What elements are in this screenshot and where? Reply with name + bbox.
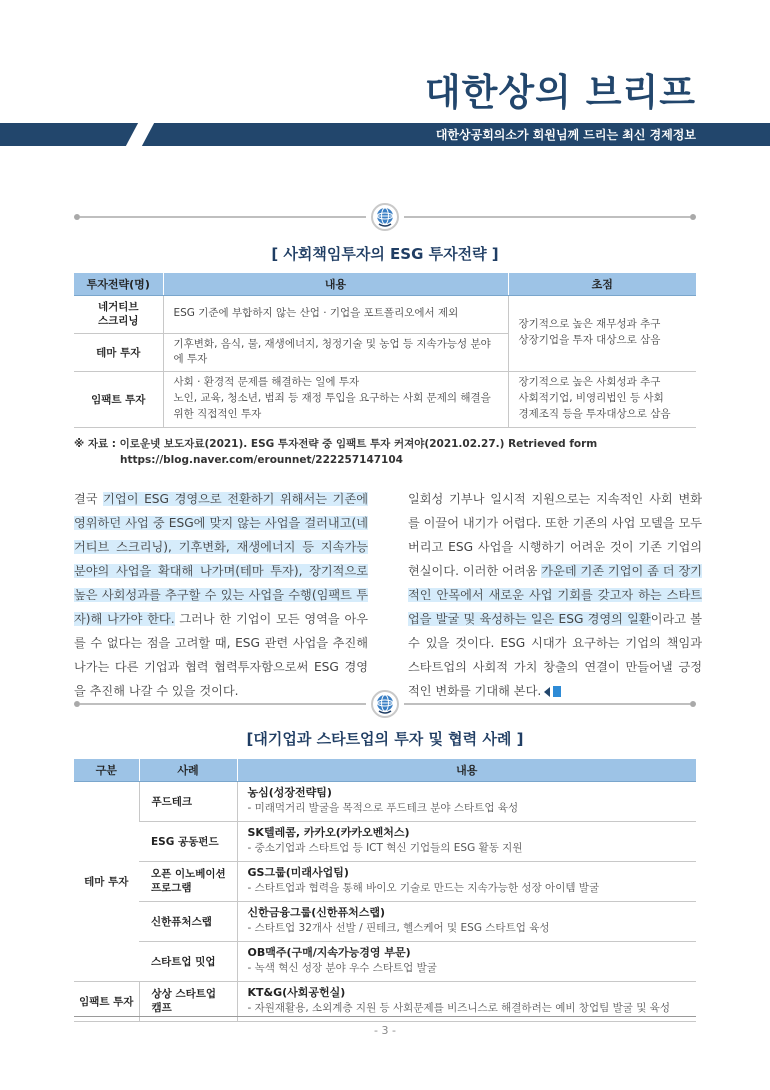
case-description: - 자원재활용, 소외계층 지원 등 사회문제를 비즈니스로 해결하려는 예비 창업팀 발굴 및 육성 <box>247 1002 670 1015</box>
case-description: - 미래먹거리 발굴을 목적으로 푸드테크 분야 스타트업 육성 <box>247 802 519 815</box>
content-line: 노인, 교육, 청소년, 범죄 등 재정 투입을 요구하는 사회 문제의 해결을 위한 직접적인 투자 <box>173 392 491 420</box>
case-content <box>237 821 696 861</box>
table-header: 사례 <box>139 759 237 781</box>
case-content <box>237 781 696 821</box>
strategy-content: 기후변화, 음식, 물, 재생에너지, 청정기술 및 농업 등 지속가능성 분야에 투자 <box>163 333 508 371</box>
section-title-cases: [대기업과 스타트업의 투자 및 협력 사례 ] <box>246 730 524 748</box>
cooperation-cases-table <box>74 759 696 1022</box>
brief-subtitle: 대한상공회의소가 회원님께 드리는 최신 경제정보 <box>435 128 696 142</box>
globe-icon <box>370 202 400 232</box>
table-row <box>74 781 696 821</box>
text-run: 일회성 기부나 일시적 지원으로는 지속적인 사회 변화를 이끌어 내기가 어렵다. 또한 기존의 사업 모델을 모두 버리고 ESG 사업을 시행하기 어려운 것이 기존 기업의 현실이다. 이러한 어려움 <box>408 492 702 578</box>
strategy-content <box>163 371 508 427</box>
section-divider <box>74 202 696 232</box>
case-description: - 중소기업과 스타트업 등 ICT 혁신 기업들의 ESG 활동 지원 <box>247 842 523 855</box>
case-content <box>237 941 696 981</box>
strategy-content: ESG 기준에 부합하지 않는 산업 · 기업을 포트폴리오에서 제외 <box>163 295 508 333</box>
content-line: 사회 · 환경적 문제를 해결하는 일에 투자 <box>173 376 360 389</box>
body-left-column <box>74 487 368 703</box>
page-number: - 3 - <box>374 1024 396 1037</box>
case-name: 푸드테크 <box>139 781 237 821</box>
case-content <box>237 981 696 1021</box>
case-company: KT&G(사회공헌실) <box>247 985 346 999</box>
table-row <box>74 981 696 1021</box>
text-run: 그러나 한 기업이 모든 영역을 아우를 수 없다는 점을 고려할 때, ESG 관련 사업을 추진해 나가는 다른 기업과 협력 협력투자함으로써 ESG 경영을 추진해 나갈 수 있을 것이다. <box>74 612 368 698</box>
table-row <box>74 295 696 333</box>
strategy-name: 임팩트 투자 <box>74 371 163 427</box>
case-company: 신한금융그룹(신한퓨처스랩) <box>247 905 386 919</box>
case-content <box>237 901 696 941</box>
strategy-name: 네거티브 스크리닝 <box>74 295 163 333</box>
highlighted-text: 기업이 ESG 경영으로 전환하기 위해서는 기존에 영위하던 사업 중 ESG에 맞지 않는 사업을 걸러내고(네거티브 스크리닝), 기후변화, 재생에너지 등 지속가능 분야의 사업을 확대해 나가며(테마 투자), 장기적으로 높은 사회성과를 추구할 수 있는 사업을 수행(임팩트 투자)해 나가야 한다. <box>74 492 368 626</box>
table-row <box>74 941 696 981</box>
esg-strategy-table <box>74 273 696 428</box>
case-company: SK텔레콤, 카카오(카카오벤처스) <box>247 825 410 839</box>
category-cell: 테마 투자 <box>74 781 139 981</box>
case-content <box>237 861 696 901</box>
case-description: - 녹색 혁신 성장 분야 우수 스타트업 발굴 <box>247 962 437 975</box>
case-company: 농심(성장전략팀) <box>247 785 332 799</box>
highlighted-text: 가운데 기존 기업이 좀 더 장기적인 안목에서 새로운 사업 기회를 갖고자 하는 스타트업을 발굴 및 육성하는 일은 ESG 경영의 일환 <box>408 564 702 626</box>
table-header: 투자전략(명) <box>74 273 163 295</box>
case-name: 신한퓨처스랩 <box>139 901 237 941</box>
source-text: ※ 자료 : 이로운넷 보도자료(2021). ESG 투자전략 중 임팩트 투자 커져야(2021.02.27.) Retrieved form <box>74 438 598 450</box>
case-description: - 스타트업 32개사 선발 / 핀테크, 헬스케어 및 ESG 스타트업 육성 <box>247 922 550 935</box>
footer-rule <box>74 1016 696 1017</box>
source-note <box>74 436 597 469</box>
table-row <box>74 901 696 941</box>
table-header: 내용 <box>237 759 696 781</box>
case-name: 스타트업 밋업 <box>139 941 237 981</box>
table-header: 내용 <box>163 273 508 295</box>
source-url: https://blog.naver.com/erounnet/222257147104 <box>120 454 403 467</box>
case-company: OB맥주(구매/지속가능경영 부문) <box>247 945 411 959</box>
table-header: 초점 <box>508 273 696 295</box>
case-name: 오픈 이노베이션 프로그램 <box>139 861 237 901</box>
text-run: 결국 <box>74 492 104 506</box>
case-name: 상상 스타트업 캠프 <box>139 981 237 1021</box>
case-name: ESG 공동펀드 <box>139 821 237 861</box>
table-row <box>74 821 696 861</box>
table-header: 구분 <box>74 759 139 781</box>
case-description: - 스타트업과 협력을 통해 바이오 기술로 만드는 지속가능한 성장 아이템 발굴 <box>247 882 600 895</box>
strategy-focus: 장기적으로 높은 재무성과 추구 상장기업을 투자 대상으로 삼음 <box>508 295 696 371</box>
category-cell: 임팩트 투자 <box>74 981 139 1021</box>
case-company: GS그룹(미래사업팀) <box>247 865 349 879</box>
strategy-focus: 장기적으로 높은 사회성과 추구 사회적기업, 비영리법인 등 사회 경제조직 등을 투자대상으로 삼음 <box>508 371 696 427</box>
table-row <box>74 371 696 427</box>
globe-icon <box>370 689 400 719</box>
section-title-esg-strategy: [ 사회책임투자의 ESG 투자전략 ] <box>271 245 499 263</box>
text-run: 이라고 볼 수 있을 것이다. ESG 시대가 요구하는 기업의 책임과 스타트업의 사회적 가치 창출의 연결이 만들어낼 긍정적인 변화를 기대해 본다. <box>408 612 703 698</box>
brief-title: 대한상의 브리프 <box>424 71 696 114</box>
table-row <box>74 861 696 901</box>
section-divider <box>74 689 696 719</box>
strategy-name: 테마 투자 <box>74 333 163 371</box>
body-right-column <box>408 487 702 703</box>
